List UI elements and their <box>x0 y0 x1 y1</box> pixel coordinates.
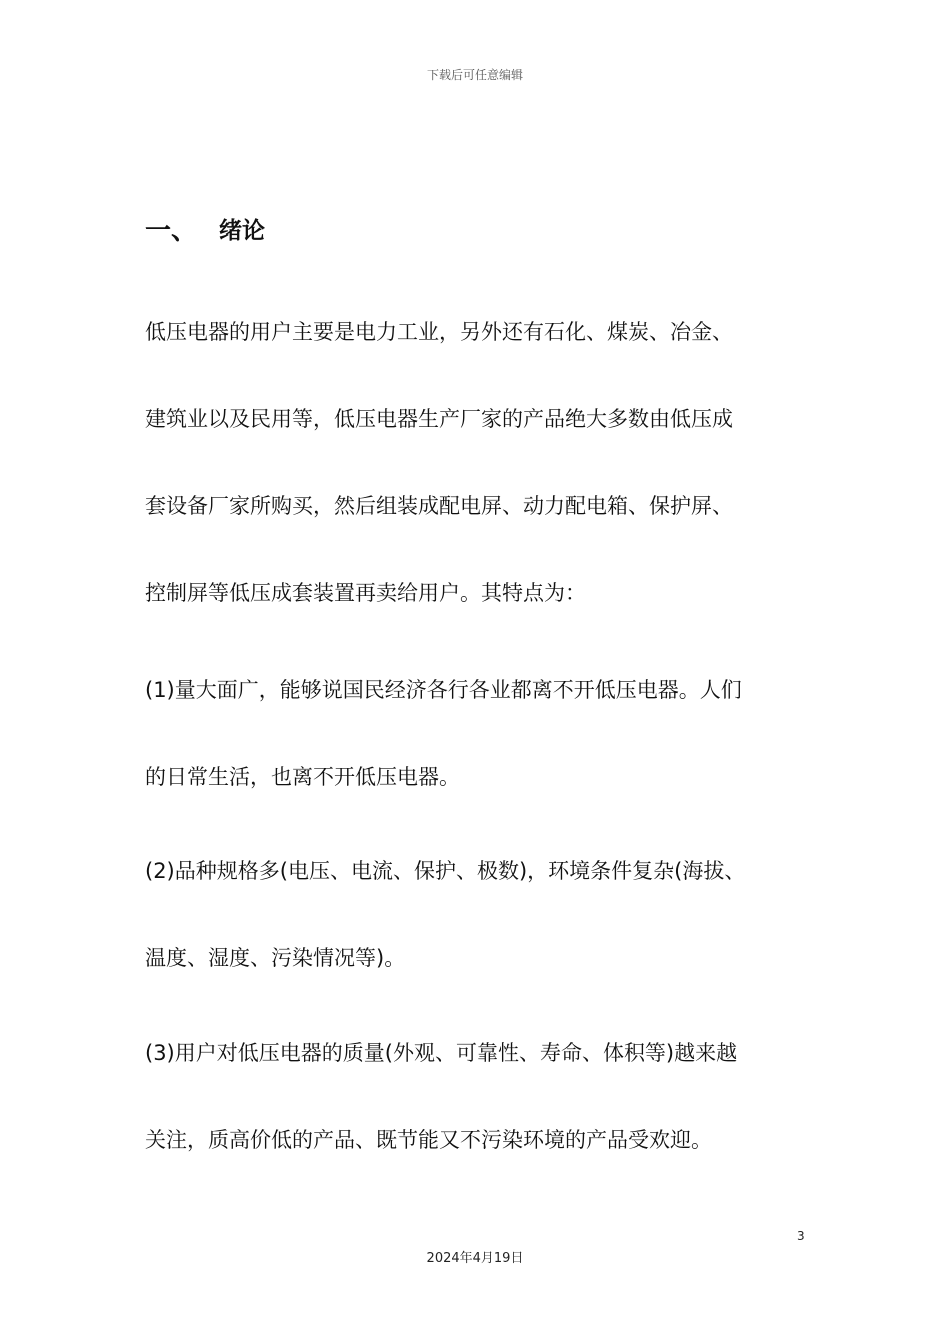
section-heading <box>145 210 265 247</box>
page-number: 3 <box>797 1229 805 1243</box>
body-line: (3)用户对低压电器的质量(外观、可靠性、寿命、体积等)越来越 <box>145 1041 738 1065</box>
body-line: 建筑业以及民用等，低压电器生产厂家的产品绝大多数由低压成 <box>145 407 733 431</box>
body-line: 控制屏等低压成套装置再卖给用户。其特点为： <box>145 581 586 605</box>
header-note: 下载后可任意编辑 <box>426 68 523 82</box>
body-line: (1)量大面广，能够说国民经济各行各业都离不开低压电器。人们 <box>145 678 742 702</box>
section-number: 一、 <box>145 216 198 246</box>
body-line: 温度、湿度、污染情况等)。 <box>145 946 406 970</box>
footer-date: 2024年4月19日 <box>426 1251 524 1266</box>
body-line: 的日常生活，也离不开低压电器。 <box>145 765 460 789</box>
section-title: 绪论 <box>219 218 266 244</box>
body-line: 套设备厂家所购买，然后组装成配电屏、动力配电箱、保护屏、 <box>145 494 733 518</box>
body-line: 低压电器的用户主要是电力工业，另外还有石化、煤炭、冶金、 <box>145 320 733 344</box>
body-line: 关注，质高价低的产品、既节能又不污染环境的产品受欢迎。 <box>145 1128 712 1152</box>
body-line: (2)品种规格多(电压、电流、保护、极数)，环境条件复杂(海拔、 <box>145 859 746 883</box>
